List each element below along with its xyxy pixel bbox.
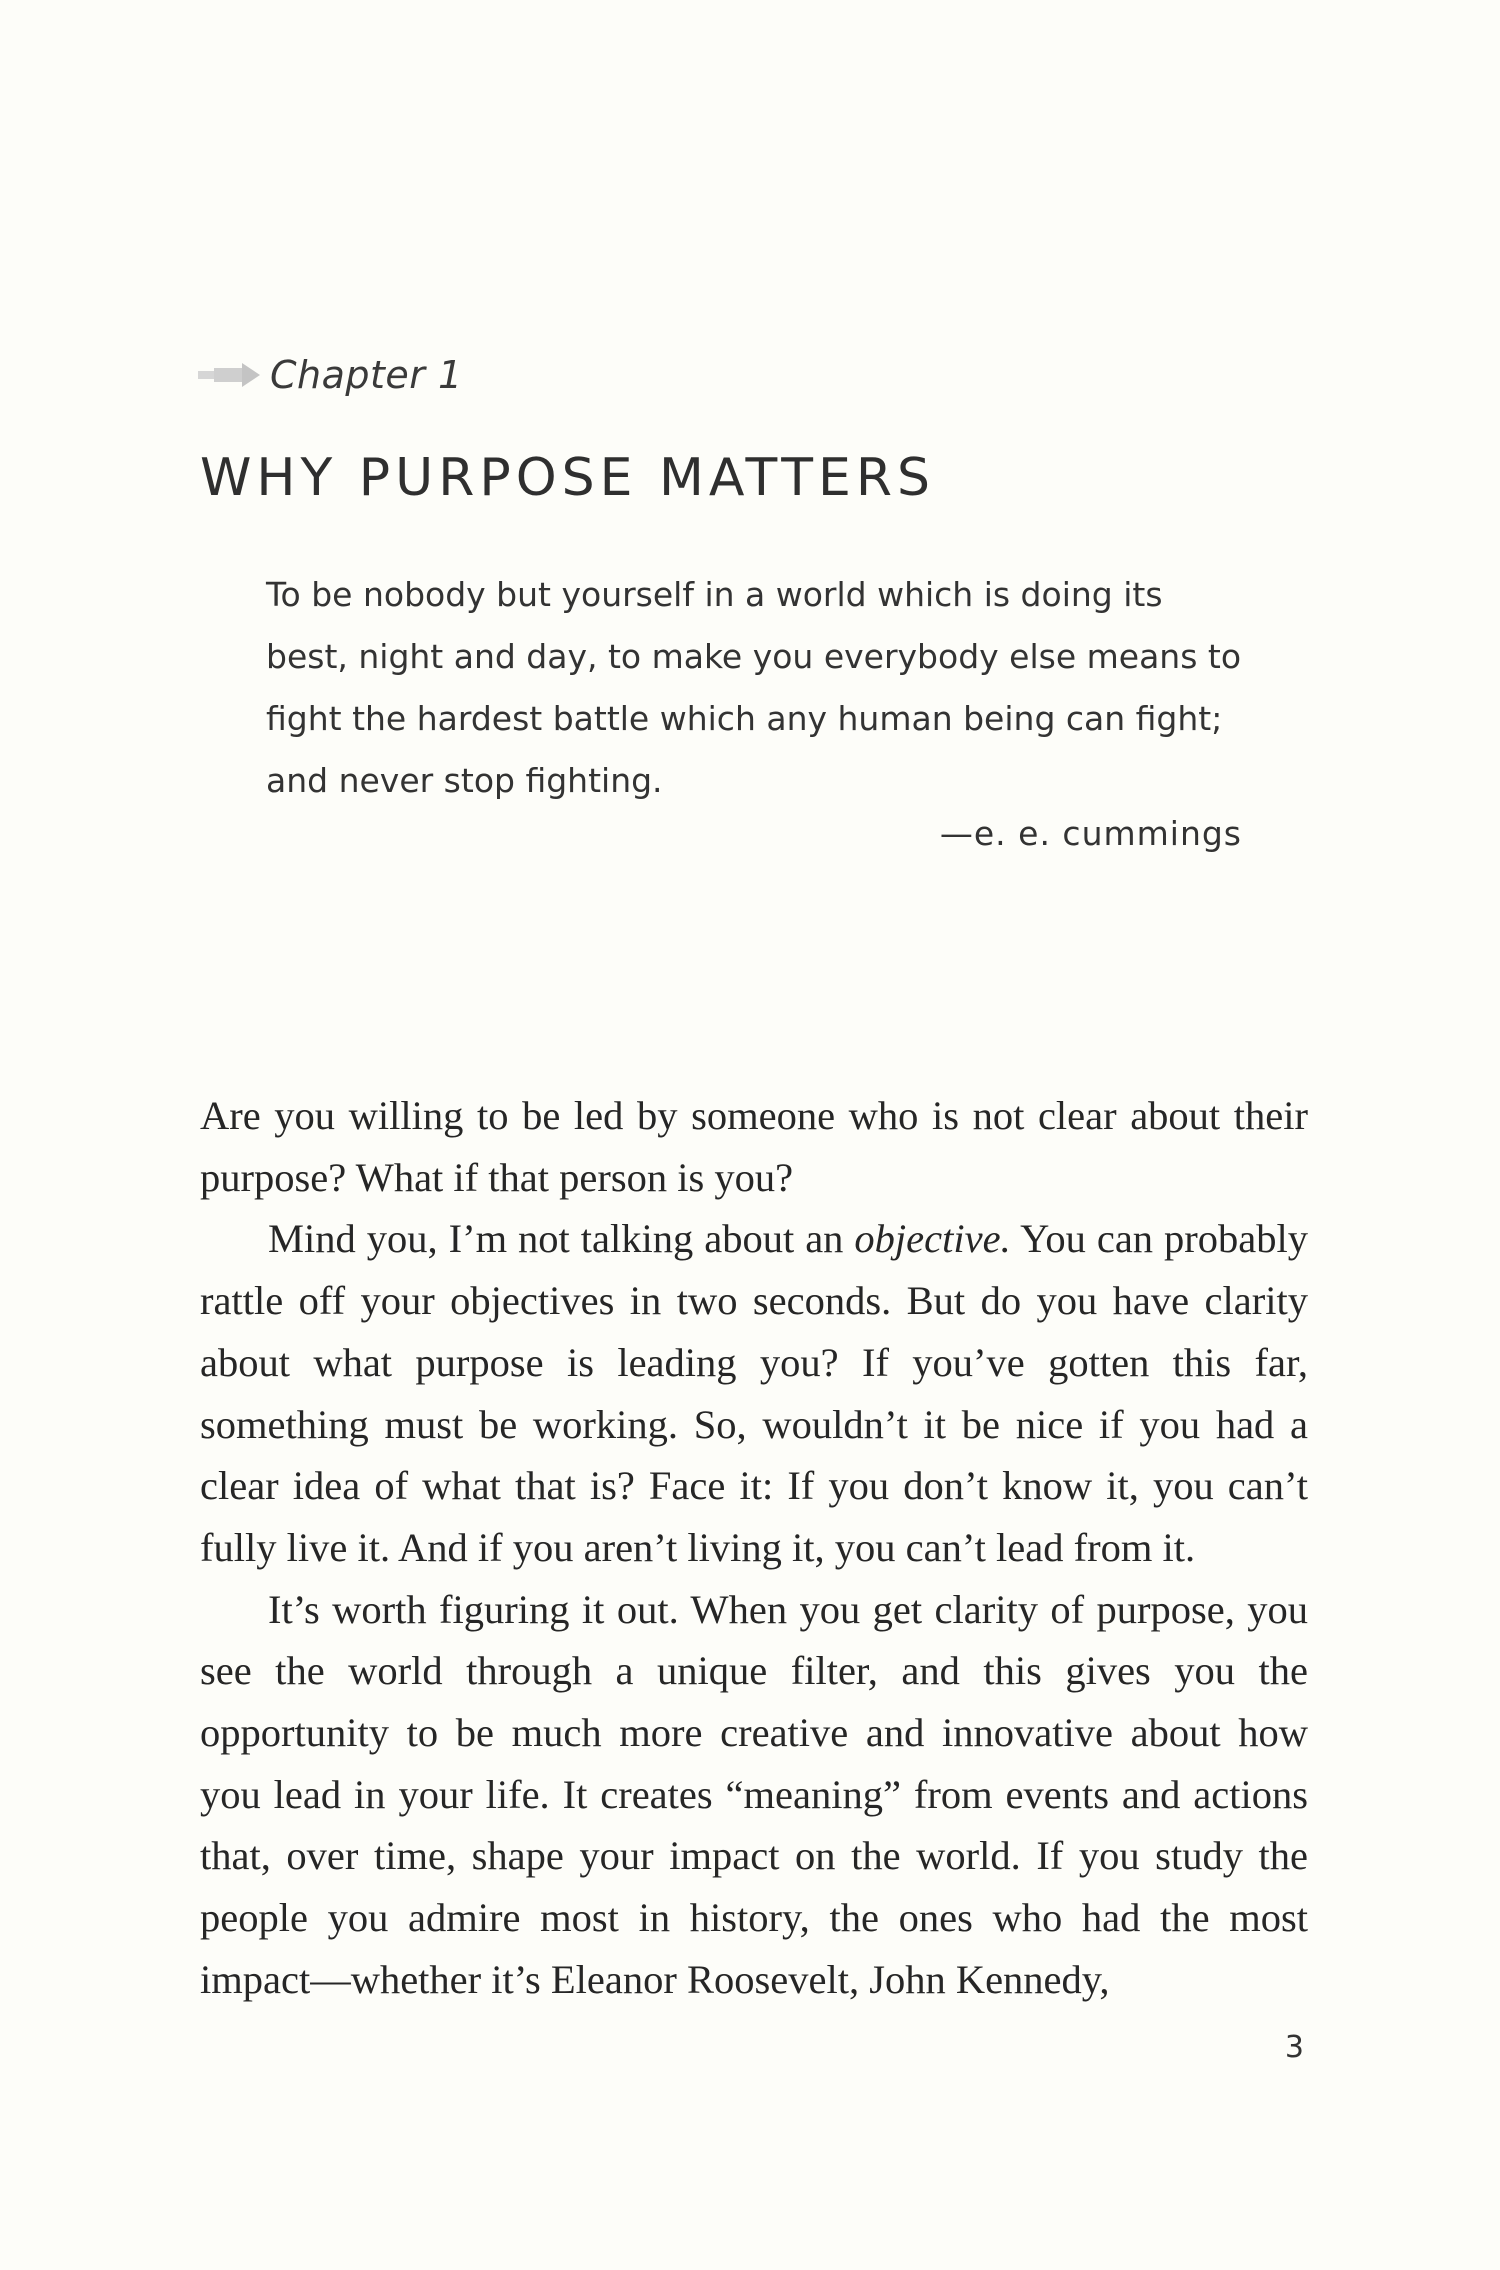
page-number: 3 (1284, 2030, 1304, 2065)
chapter-label (196, 345, 463, 405)
epigraph-attribution: —e. e. cummings (939, 814, 1242, 853)
paragraph-1: Are you willing to be led by someone who is not clear about their purpose? What if that person is you? (200, 1093, 1308, 1200)
paragraph-3: It’s worth figuring it out. When you get clarity of purpose, you see the world through a unique filter, and this gives you the opportunity to be much more creative and innovative about how you lead in your life. It creates “meaning” from events and actions that, over time, shape your impact on the world. If you study the people you admire most in history, the ones who had the most impact—whether it’s Eleanor Roosevelt, John Kennedy, (200, 1586, 1308, 2002)
arrow-icon (196, 360, 268, 390)
chapter-number: Chapter 1 (270, 353, 463, 397)
paragraph-2-start: Mind you, I’m not talking about an (268, 1216, 855, 1262)
paragraph-2-emphasis: objective. (854, 1216, 1011, 1262)
paragraph-2-end: You can probably rattle off your objectives in two seconds. But do you have clarity about what purpose is leading you? If you’ve gotten this far, something must be working. So, wouldn’t it be nice if you had a clear idea of what that is? Face it: If you don’t know it, you can’t fully live it. And if you aren’t living it, you can’t lead from it. (200, 1216, 1308, 1570)
epigraph (266, 564, 1246, 812)
chapter-title: WHY PURPOSE MATTERS (200, 448, 936, 508)
paragraph-2 (200, 1208, 1308, 1578)
body-text (200, 1085, 1308, 2011)
epigraph-text: To be nobody but yourself in a world which is doing its best, night and day, to make you everybody else means to fight the hardest battle which any human being can fight; and never stop fighting. (266, 575, 1242, 800)
